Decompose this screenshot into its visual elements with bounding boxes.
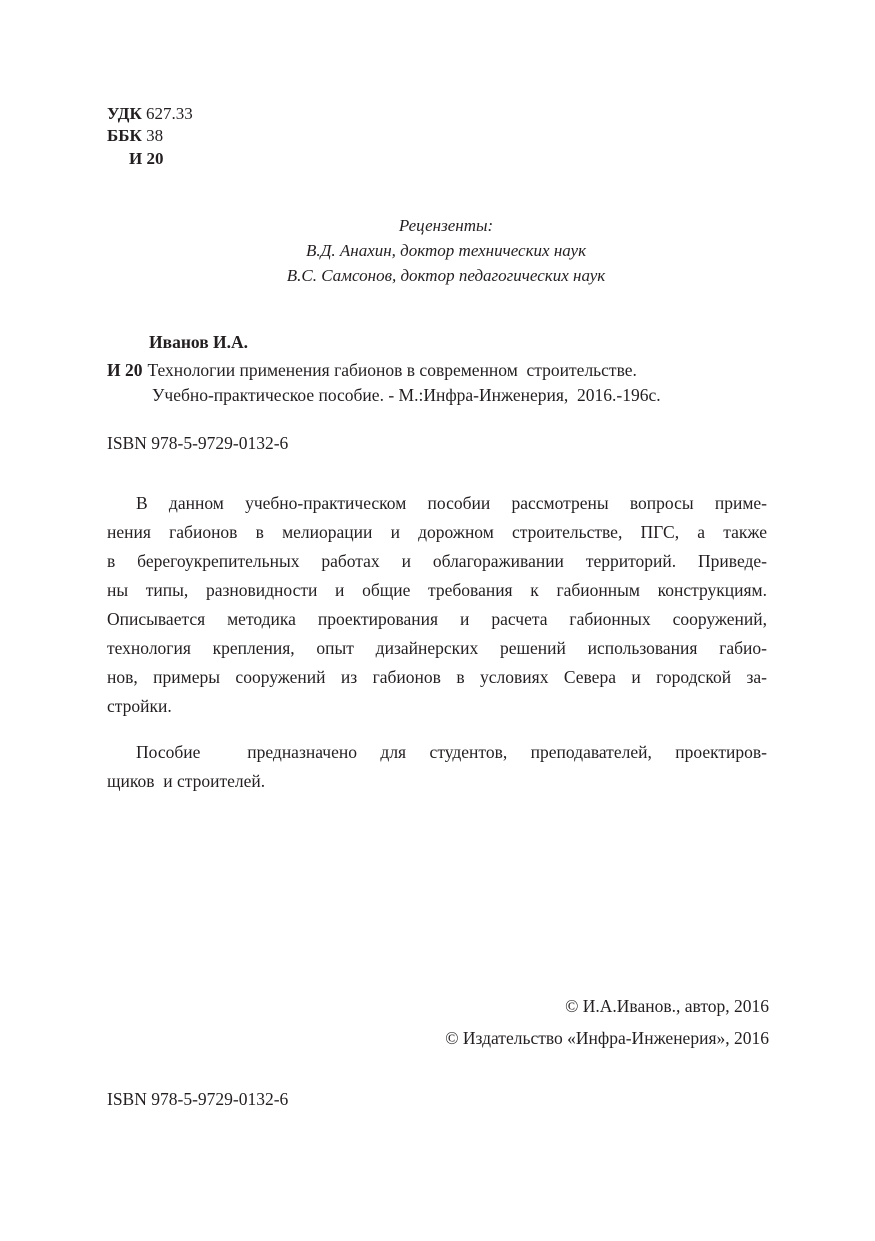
copyright-publisher: © Издательство «Инфра-Инженерия», 2016 [445,1028,769,1048]
abstract-line: Описывается методика проектирования и расчета габионных сооружений, [107,609,767,629]
bbk-line [107,125,163,147]
abstract-line: ны типы, разновидности и общие требования к габионным конструкциям. [107,580,767,600]
abstract-line: нов, примеры сооружений из габионов в условиях Севера и городской за- [107,667,767,687]
abstract-line: Пособие предназначено для студентов, преподавателей, проектиров- [136,742,767,762]
abstract-line: щиков и строителей. [107,771,266,791]
isbn-top: ISBN 978-5-9729-0132-6 [107,433,289,453]
bbk-value: 38 [146,126,164,145]
udk-line [107,103,193,125]
abstract-line: в берегоукрепительных работах и облагораживании территорий. Приведе- [107,551,767,571]
imprint-line: Учебно-практическое пособие. - М.:Инфра-Инженерия, 2016.-196с. [152,385,661,405]
reviewers-block [200,213,692,288]
author-code: И 20 [129,149,164,168]
bbk-label: ББК [107,126,142,145]
abstract-paragraph-1 [107,489,767,721]
author-name: Иванов И.А. [149,332,249,352]
book-title: Технологии применения габионов в современном строительстве. [147,360,637,380]
copyright-author: © И.А.Иванов., автор, 2016 [565,996,769,1016]
reviewer-line: В.Д. Анахин, доктор технических наук [305,241,587,260]
abstract-line: технология крепления, опыт дизайнерских решений использования габио- [107,638,767,658]
abstract-line: нения габионов в мелиорации и дорожном строительстве, ПГС, а также [107,522,767,542]
udk-label: УДК [107,104,142,123]
udk-value: 627.33 [146,104,193,123]
title-code: И 20 [107,360,143,380]
abstract-line: стройки. [107,696,172,716]
abstract-paragraph-2 [107,738,767,796]
isbn-bottom: ISBN 978-5-9729-0132-6 [107,1089,289,1109]
title-line [107,358,637,382]
reviewers-heading: Рецензенты: [398,216,494,235]
reviewer-line: В.С. Самсонов, доктор педагогических наук [286,266,606,285]
abstract-line: В данном учебно-практическом пособии рассмотрены вопросы приме- [136,493,767,513]
